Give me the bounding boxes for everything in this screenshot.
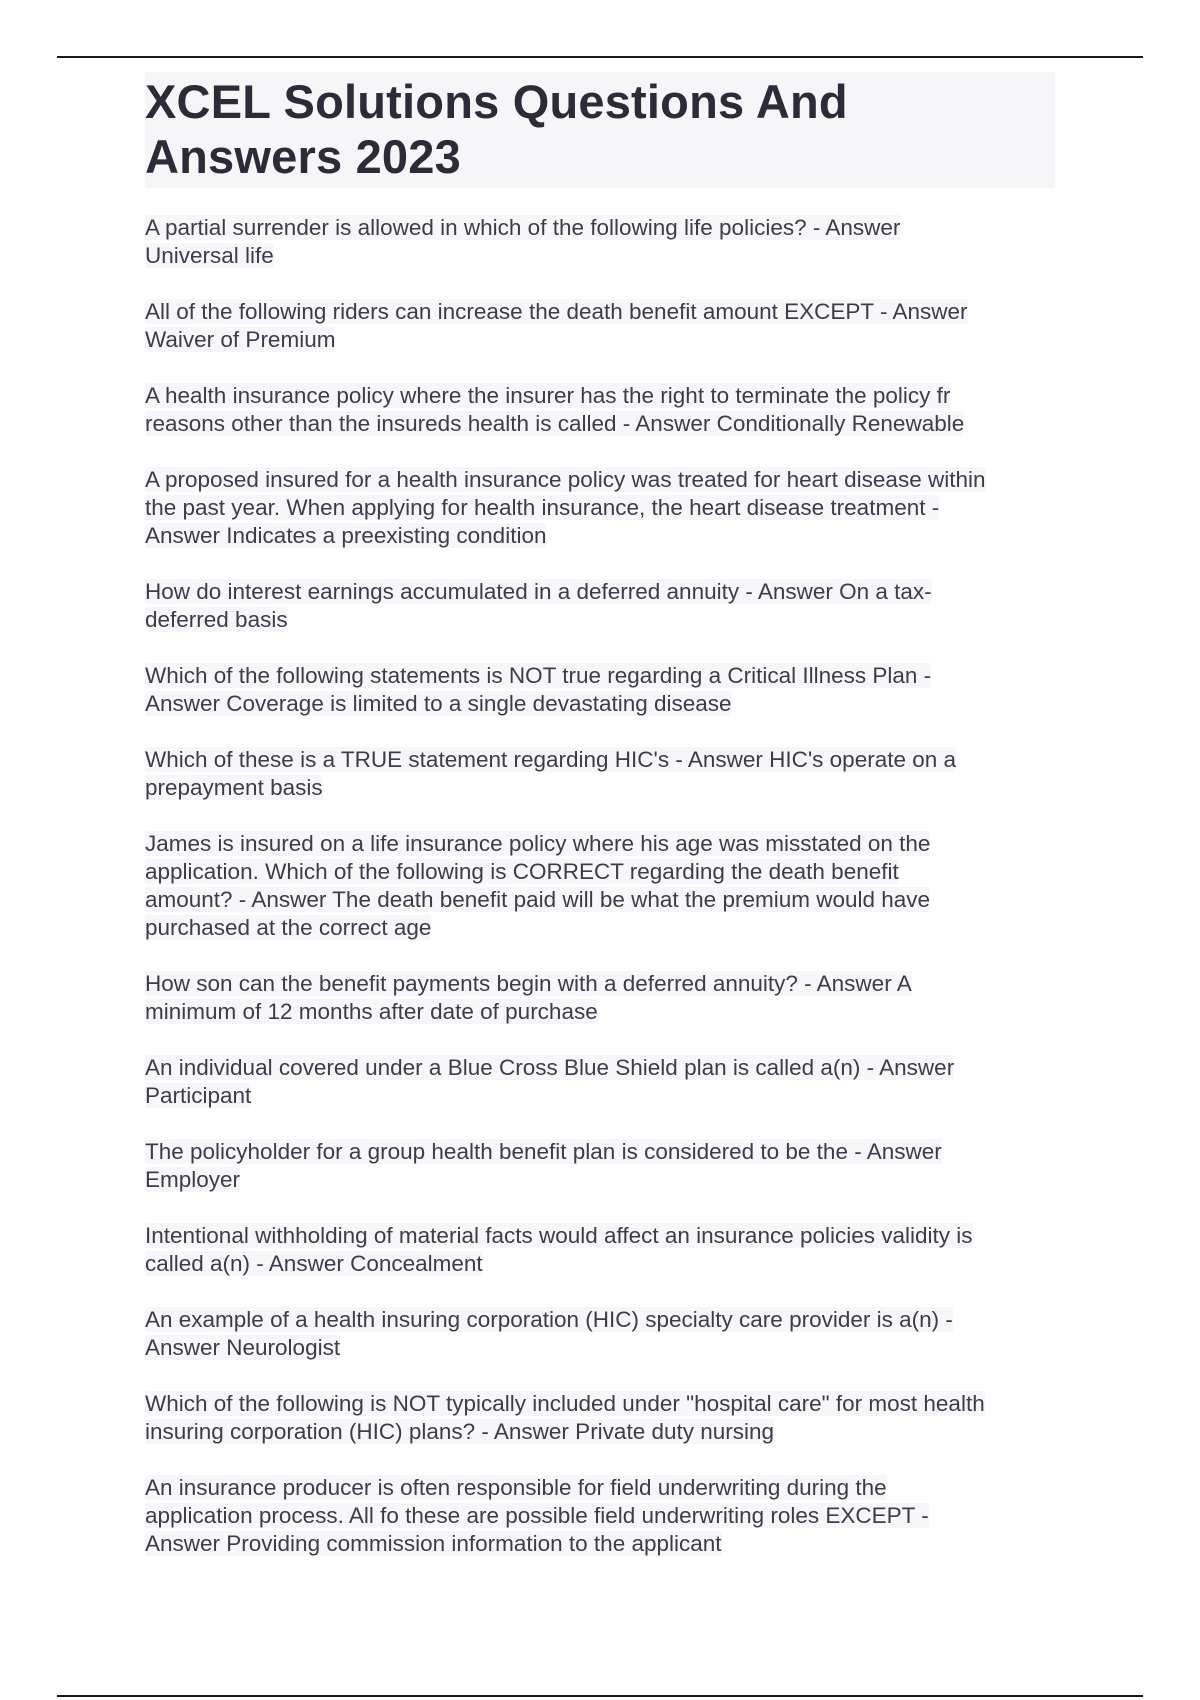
- bottom-rule: [57, 1695, 1143, 1697]
- title-line: Answers 2023: [145, 130, 461, 183]
- qa-item: [145, 970, 1055, 1026]
- qa-line-text: How do interest earnings accumulated in a deferred annuity - Answer On a tax-: [145, 579, 932, 604]
- qa-line: [145, 1166, 1055, 1194]
- document-title: [145, 72, 1055, 188]
- qa-line: [145, 578, 1055, 606]
- qa-line: [145, 914, 1055, 942]
- qa-line: [145, 298, 1055, 326]
- qa-line: [145, 998, 1055, 1026]
- qa-line-text: application process. All fo these are possible field underwriting roles EXCEPT -: [145, 1503, 929, 1528]
- qa-line: [145, 746, 1055, 774]
- qa-line-text: application. Which of the following is CORRECT regarding the death benefit: [145, 859, 899, 884]
- qa-line: [145, 886, 1055, 914]
- qa-line-text: Answer Providing commission information to the applicant: [145, 1531, 722, 1556]
- qa-line-text: A partial surrender is allowed in which of the following life policies? - Answer: [145, 215, 901, 240]
- qa-line: [145, 1418, 1055, 1446]
- qa-item: [145, 1390, 1055, 1446]
- qa-line: [145, 830, 1055, 858]
- qa-line: [145, 1502, 1055, 1530]
- qa-line: [145, 606, 1055, 634]
- qa-line: [145, 1082, 1055, 1110]
- qa-item: [145, 382, 1055, 438]
- qa-line-text: James is insured on a life insurance policy where his age was misstated on the: [145, 831, 931, 856]
- qa-line-text: The policyholder for a group health benefit plan is considered to be the - Answer: [145, 1139, 942, 1164]
- qa-line-text: An example of a health insuring corporation (HIC) specialty care provider is a(n) -: [145, 1307, 953, 1332]
- qa-line: [145, 1474, 1055, 1502]
- qa-line: [145, 662, 1055, 690]
- qa-item: [145, 466, 1055, 550]
- qa-line-text: the past year. When applying for health insurance, the heart disease treatment -: [145, 495, 940, 520]
- qa-line: [145, 522, 1055, 550]
- qa-item: [145, 214, 1055, 270]
- qa-line-text: A health insurance policy where the insurer has the right to terminate the policy fr: [145, 383, 951, 408]
- qa-list: [145, 214, 1055, 1558]
- qa-line: [145, 1306, 1055, 1334]
- qa-line: [145, 1250, 1055, 1278]
- qa-line-text: Answer Indicates a preexisting condition: [145, 523, 547, 548]
- qa-line-text: called a(n) - Answer Concealment: [145, 1251, 483, 1276]
- qa-line-text: Answer Coverage is limited to a single devastating disease: [145, 691, 732, 716]
- qa-line: [145, 1390, 1055, 1418]
- qa-line: [145, 1054, 1055, 1082]
- qa-item: [145, 1474, 1055, 1558]
- qa-line: [145, 494, 1055, 522]
- qa-line-text: An individual covered under a Blue Cross Blue Shield plan is called a(n) - Answer: [145, 1055, 955, 1080]
- qa-line: [145, 690, 1055, 718]
- qa-line-text: Which of the following statements is NOT true regarding a Critical Illness Plan -: [145, 663, 932, 688]
- qa-line-text: purchased at the correct age: [145, 915, 432, 940]
- qa-line-text: amount? - Answer The death benefit paid will be what the premium would have: [145, 887, 931, 912]
- qa-item: [145, 746, 1055, 802]
- qa-line-text: A proposed insured for a health insurance policy was treated for heart disease within: [145, 467, 986, 492]
- qa-line-text: insuring corporation (HIC) plans? - Answer Private duty nursing: [145, 1419, 775, 1444]
- qa-line: [145, 1334, 1055, 1362]
- qa-line-text: prepayment basis: [145, 775, 323, 800]
- qa-line: [145, 410, 1055, 438]
- qa-line: [145, 1222, 1055, 1250]
- qa-item: [145, 1306, 1055, 1362]
- qa-line: [145, 1530, 1055, 1558]
- top-rule: [57, 56, 1143, 58]
- qa-line-text: Participant: [145, 1083, 252, 1108]
- qa-line-text: Waiver of Premium: [145, 327, 336, 352]
- qa-line-text: Employer: [145, 1167, 241, 1192]
- qa-line-text: deferred basis: [145, 607, 288, 632]
- qa-line: [145, 242, 1055, 270]
- qa-line: [145, 970, 1055, 998]
- qa-line: [145, 1138, 1055, 1166]
- qa-line-text: Answer Neurologist: [145, 1335, 341, 1360]
- qa-line-text: Which of these is a TRUE statement regarding HIC's - Answer HIC's operate on a: [145, 747, 957, 772]
- qa-item: [145, 578, 1055, 634]
- qa-line-text: Intentional withholding of material facts would affect an insurance policies validity is: [145, 1223, 973, 1248]
- qa-item: [145, 1138, 1055, 1194]
- qa-line: [145, 214, 1055, 242]
- qa-line-text: How son can the benefit payments begin with a deferred annuity? - Answer A: [145, 971, 912, 996]
- document-body: [145, 72, 1055, 1586]
- qa-line: [145, 326, 1055, 354]
- qa-line-text: Which of the following is NOT typically included under "hospital care" for most health: [145, 1391, 985, 1416]
- qa-item: [145, 298, 1055, 354]
- qa-line: [145, 774, 1055, 802]
- qa-line: [145, 858, 1055, 886]
- qa-line: [145, 382, 1055, 410]
- qa-item: [145, 1054, 1055, 1110]
- title-line: XCEL Solutions Questions And: [145, 75, 848, 128]
- qa-line-text: An insurance producer is often responsible for field underwriting during the: [145, 1475, 887, 1500]
- qa-line-text: minimum of 12 months after date of purchase: [145, 999, 598, 1024]
- qa-item: [145, 830, 1055, 942]
- qa-item: [145, 1222, 1055, 1278]
- qa-line-text: Universal life: [145, 243, 274, 268]
- qa-line-text: All of the following riders can increase the death benefit amount EXCEPT - Answer: [145, 299, 968, 324]
- qa-line: [145, 466, 1055, 494]
- qa-item: [145, 662, 1055, 718]
- qa-line-text: reasons other than the insureds health is called - Answer Conditionally Renewable: [145, 411, 965, 436]
